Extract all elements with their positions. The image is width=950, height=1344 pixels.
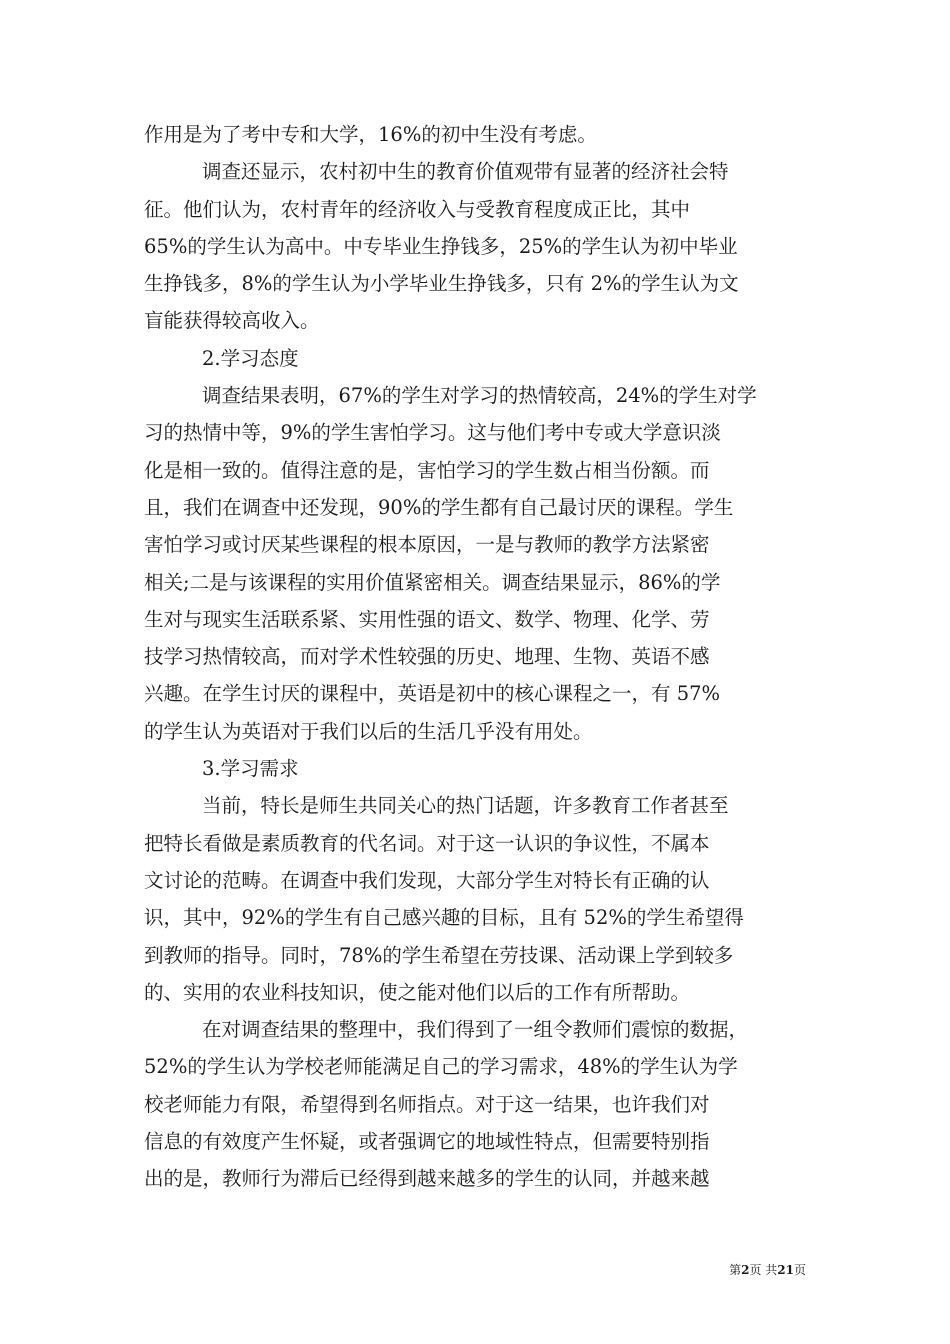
text-line: 信息的有效度产生怀疑，或者强调它的地域性特点，但需要特别指 xyxy=(144,1130,710,1154)
text-line: 调查结果表明，67%的学生对学习的热情较高，24%的学生对学 xyxy=(202,384,757,408)
text-line: 文讨论的范畴。在调查中我们发现，大部分学生对特长有正确的认 xyxy=(144,868,710,892)
text-line: 52%的学生认为学校老师能满足自己的学习需求，48%的学生认为学 xyxy=(144,1055,738,1079)
text-line: 到教师的指导。同时，78%的学生希望在劳技课、活动课上学到较多 xyxy=(144,943,734,967)
footer-suffix: 页 xyxy=(793,1263,806,1277)
text-line: 当前，特长是师生共同关心的热门话题，许多教育工作者甚至 xyxy=(202,794,729,818)
footer-current-page: 2 xyxy=(741,1263,750,1277)
text-line: 把特长看做是素质教育的代名词。对于这一认识的争议性，不属本 xyxy=(144,831,710,855)
text-line: 3.学习需求 xyxy=(202,757,299,781)
text-line: 生挣钱多，8%的学生认为小学毕业生挣钱多，只有 2%的学生认为文 xyxy=(144,272,739,296)
text-line: 校老师能力有限，希望得到名师指点。对于这一结果，也许我们对 xyxy=(144,1092,710,1116)
page-footer xyxy=(0,1261,806,1279)
text-line: 兴趣。在学生讨厌的课程中，英语是初中的核心课程之一，有 57% xyxy=(144,682,721,706)
text-line: 技学习热情较高，而对学术性较强的历史、地理、生物、英语不感 xyxy=(144,645,710,669)
text-line: 调查还显示，农村初中生的教育价值观带有显著的经济社会特 xyxy=(202,160,729,184)
text-line: 相关;二是与该课程的实用价值紧密相关。调查结果显示，86%的学 xyxy=(144,570,721,594)
footer-total-pages: 21 xyxy=(777,1263,794,1277)
text-line: 2.学习态度 xyxy=(202,346,299,370)
text-line: 的学生认为英语对于我们以后的生活几乎没有用处。 xyxy=(144,719,593,743)
text-line: 且，我们在调查中还发现，90%的学生都有自己最讨厌的课程。学生 xyxy=(144,495,734,519)
text-line: 出的是，教师行为滞后已经得到越来越多的学生的认同，并越来越 xyxy=(144,1167,710,1191)
text-line: 盲能获得较高收入。 xyxy=(144,309,320,333)
text-line: 的、实用的农业科技知识，使之能对他们以后的工作有所帮助。 xyxy=(144,980,691,1004)
text-line: 生对与现实生活联系紧、实用性强的语文、数学、物理、化学、劳 xyxy=(144,607,710,631)
text-line: 在对调查结果的整理中，我们得到了一组令教师们震惊的数据， xyxy=(202,1018,749,1042)
footer-prefix: 第 xyxy=(729,1263,742,1277)
text-line: 害怕学习或讨厌某些课程的根本原因，一是与教师的教学方法紧密 xyxy=(144,533,710,557)
footer-middle: 页 共 xyxy=(749,1263,778,1277)
text-line: 65%的学生认为高中。中专毕业生挣钱多，25%的学生认为初中毕业 xyxy=(144,234,738,258)
text-line: 作用是为了考中专和大学，16%的初中生没有考虑。 xyxy=(144,123,597,146)
text-line: 化是相一致的。值得注意的是，害怕学习的学生数占相当份额。而 xyxy=(144,458,710,482)
text-line: 习的热情中等，9%的学生害怕学习。这与他们考中专或大学意识淡 xyxy=(144,421,721,445)
text-line: 识，其中，92%的学生有自己感兴趣的目标，且有 52%的学生希望得 xyxy=(144,906,744,930)
text-line: 征。他们认为，农村青年的经济收入与受教育程度成正比，其中 xyxy=(144,197,691,221)
document-body xyxy=(144,116,806,1198)
